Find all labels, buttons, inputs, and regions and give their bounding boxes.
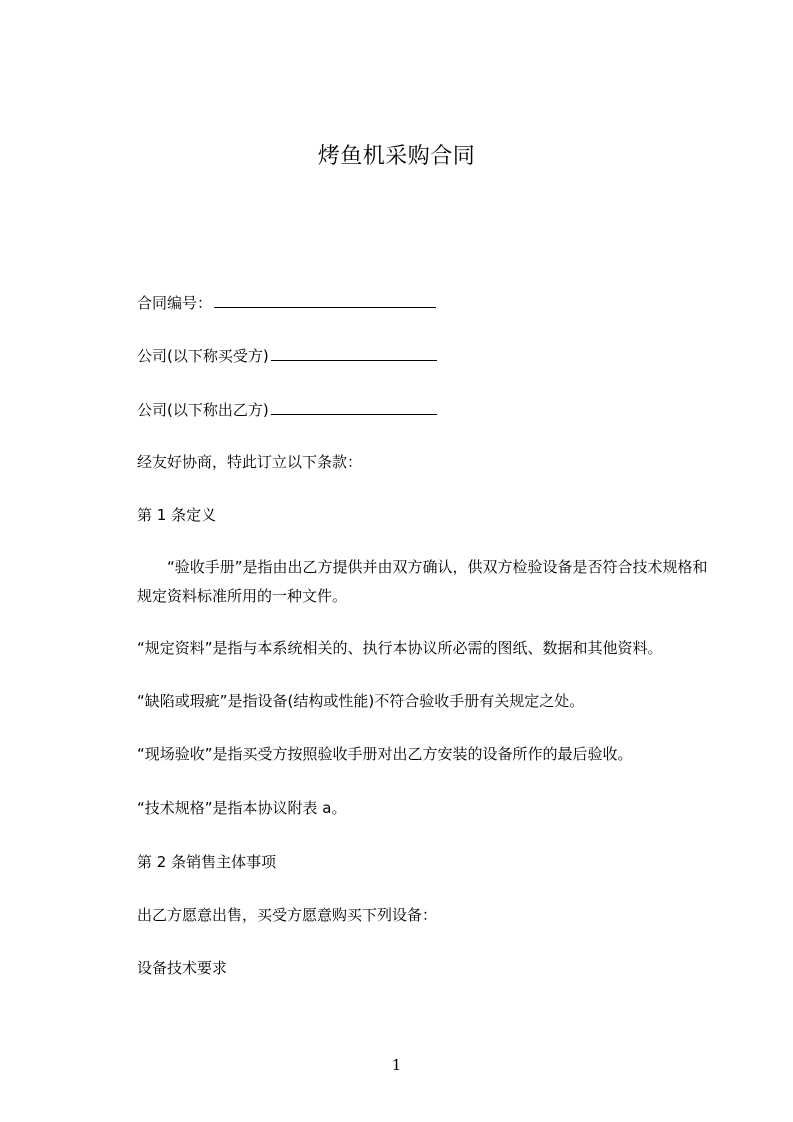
- buyer-line: [137, 344, 437, 366]
- article-2-heading: 第 2 条销售主体事项: [137, 853, 277, 871]
- definition-specified-materials: “规定资料”是指与本系统相关的、执行本协议所必需的图纸、数据和其他资料。: [137, 639, 663, 657]
- intro-text: 经友好协商，特此订立以下条款：: [137, 453, 363, 471]
- article-1-heading: 第 1 条定义: [137, 506, 217, 524]
- definition-technical-specs: “技术规格”是指本协议附表 a。: [137, 799, 347, 817]
- contract-number-line: [137, 291, 436, 313]
- definition-acceptance-manual: “验收手册”是指由出乙方提供并由双方确认，供双方检验设备是否符合技术规格和规定资料标准所用的一种文件。: [137, 558, 708, 605]
- seller-line: [137, 398, 437, 420]
- seller-blank[interactable]: [271, 398, 437, 415]
- definition-site-acceptance: “现场验收”是指买受方按照验收手册对出乙方安装的设备所作的最后验收。: [137, 745, 633, 763]
- equipment-requirements-heading: 设备技术要求: [137, 959, 228, 977]
- contract-number-label: 合同编号：: [137, 294, 213, 312]
- contract-number-blank[interactable]: [214, 291, 436, 308]
- definition-defects: “缺陷或瑕疵”是指设备(结构或性能)不符合验收手册有关规定之处。: [137, 692, 585, 710]
- buyer-label: 公司(以下称买受方): [137, 347, 269, 365]
- page-number: 1: [391, 1056, 402, 1074]
- seller-label: 公司(以下称出乙方): [137, 401, 269, 419]
- buyer-blank[interactable]: [271, 344, 437, 361]
- article-2-text: 出乙方愿意出售，买受方愿意购买下列设备：: [137, 906, 438, 924]
- document-title: 烤鱼机采购合同: [317, 144, 476, 169]
